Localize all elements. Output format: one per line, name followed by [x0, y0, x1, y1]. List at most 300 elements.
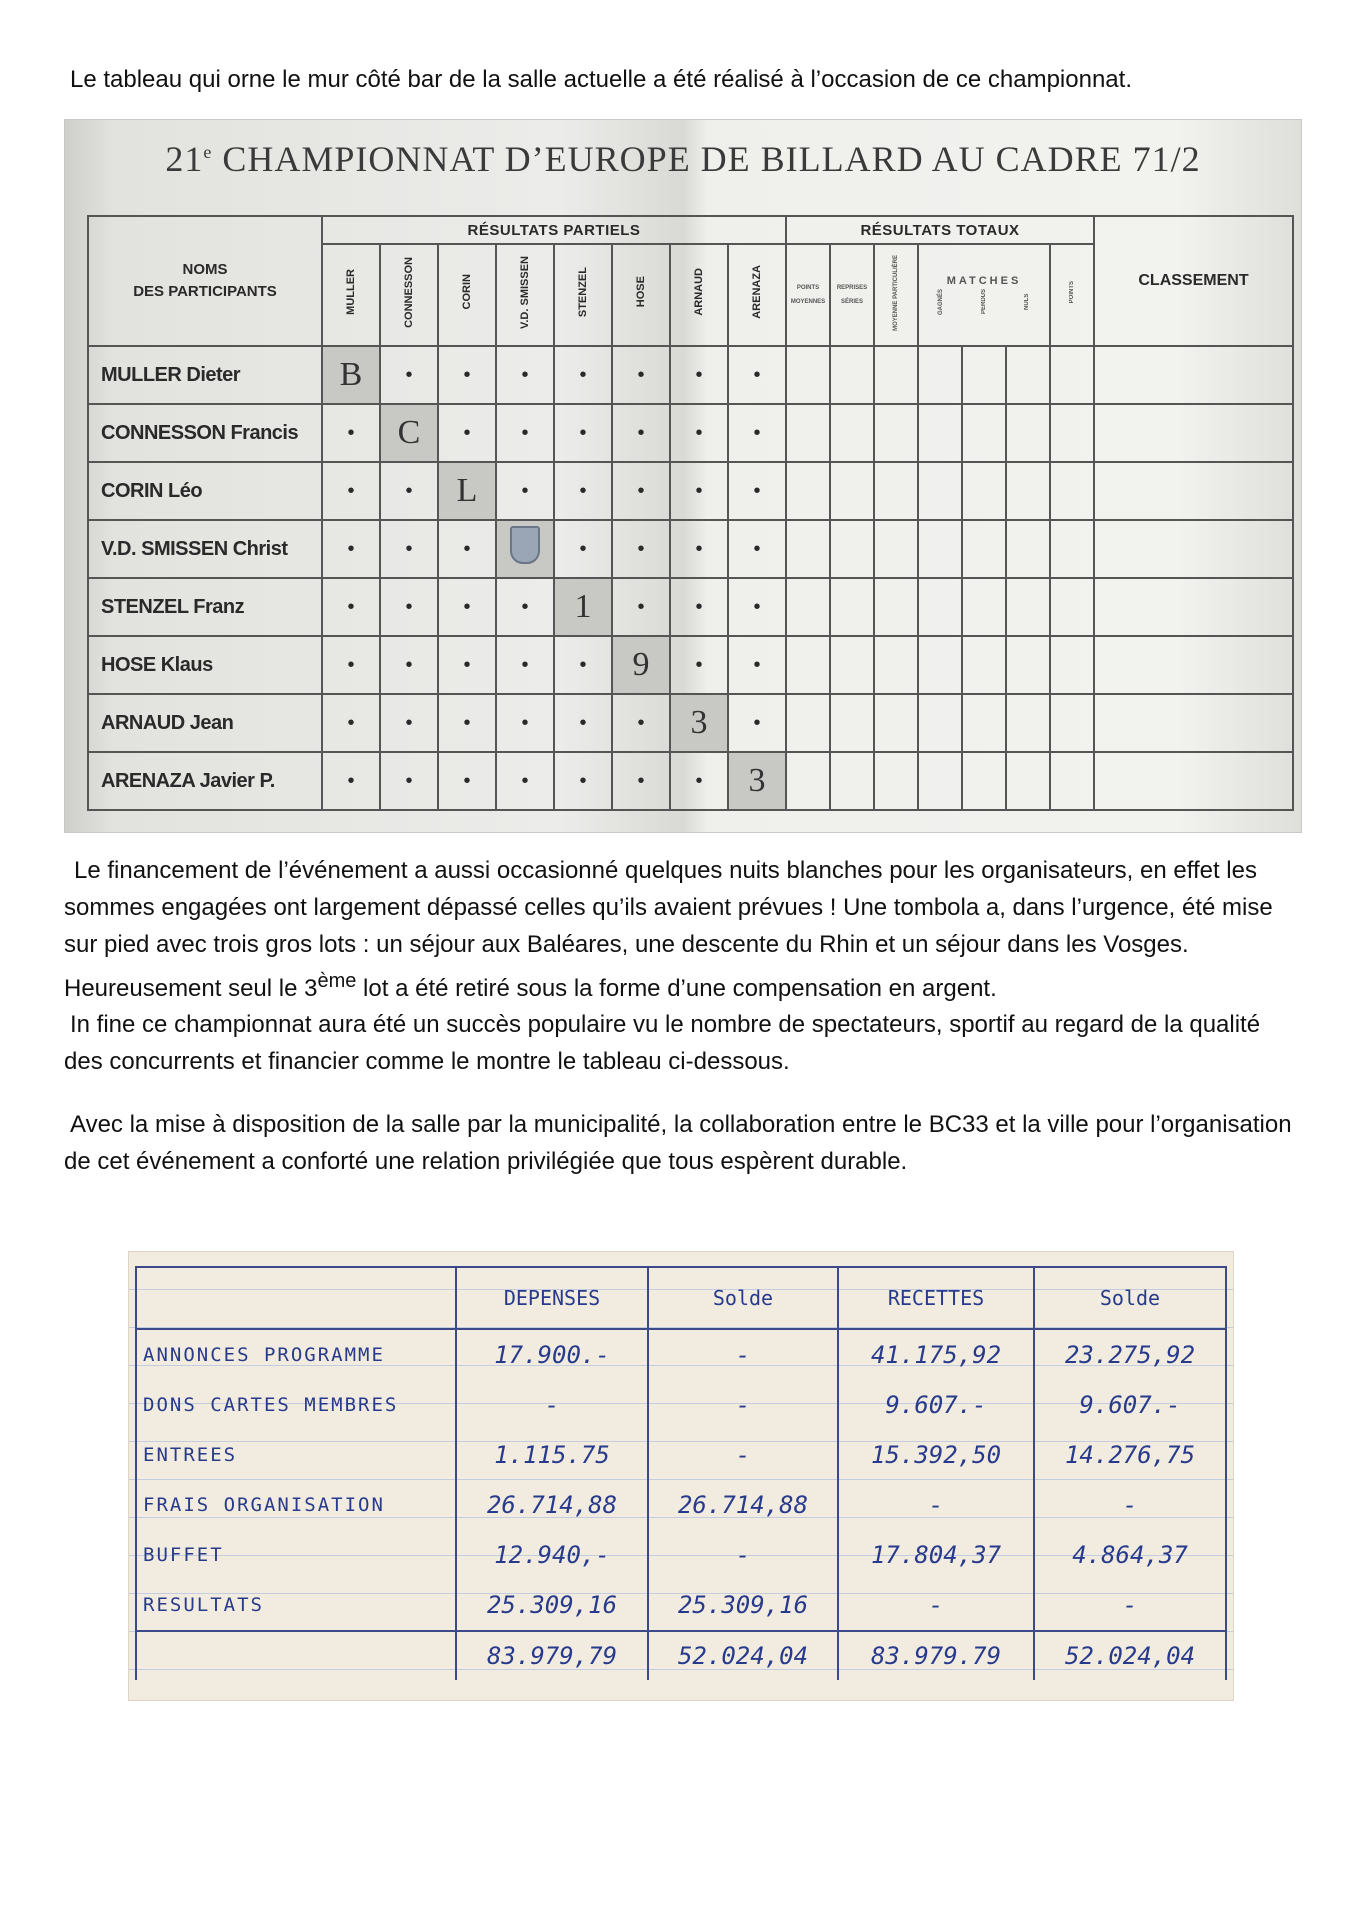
paragraph-financing — [64, 852, 1304, 1007]
ledger-total-row — [136, 1631, 1226, 1680]
total-cell — [830, 752, 874, 810]
participant-name: STENZEL Franz — [88, 578, 322, 636]
result-cell — [380, 346, 438, 404]
ledger-photo — [128, 1251, 1234, 1701]
participant-row — [88, 520, 1293, 578]
column-header-3 — [496, 244, 554, 346]
total-cell — [1006, 462, 1050, 520]
ledger-amount: 26.714,88 — [456, 1480, 648, 1530]
result-cell — [438, 520, 496, 578]
participant-row — [88, 404, 1293, 462]
total-cell — [830, 520, 874, 578]
result-cell — [612, 694, 670, 752]
ledger-amount: 9.607.- — [838, 1380, 1034, 1430]
diagonal-letter: 3 — [748, 762, 766, 799]
dot-marker: • — [695, 363, 703, 386]
participant-name: ARNAUD Jean — [88, 694, 322, 752]
total-cell — [1006, 346, 1050, 404]
ranking-cell — [1094, 752, 1293, 810]
ledger-amount: 23.275,92 — [1034, 1329, 1226, 1380]
dot-marker: • — [347, 479, 355, 502]
total-cell — [918, 578, 962, 636]
dot-marker: • — [347, 537, 355, 560]
result-cell — [670, 346, 728, 404]
result-cell — [670, 636, 728, 694]
dot-marker: • — [695, 421, 703, 444]
ledger-amount: 25.309,16 — [456, 1580, 648, 1631]
dot-marker: • — [637, 363, 645, 386]
ledger-total: 83.979.79 — [838, 1631, 1034, 1680]
total-cell — [918, 346, 962, 404]
ledger-label: ENTREES — [136, 1430, 456, 1480]
header-points-moyennes — [786, 244, 830, 346]
ledger-total — [136, 1631, 456, 1680]
ranking-cell — [1094, 346, 1293, 404]
ledger-amount: 41.175,92 — [838, 1329, 1034, 1380]
total-cell — [1006, 578, 1050, 636]
diagonal-letter: 9 — [632, 646, 650, 683]
dot-marker: • — [637, 711, 645, 734]
participant-name: CONNESSON Francis — [88, 404, 322, 462]
dot-marker: • — [463, 653, 471, 676]
result-cell — [670, 752, 728, 810]
paragraph-municipality: Avec la mise à disposition de la salle par la municipalité, la collaboration entre le BC33 et la ville pour l’organisation de cet événement a conforté une relation privilégiée que tous espèrent durable. — [64, 1111, 1292, 1175]
ledger-amount: - — [1034, 1480, 1226, 1530]
sub-matches: MATCHES — [946, 274, 1022, 287]
result-cell — [728, 694, 786, 752]
dot-marker: • — [521, 711, 529, 734]
total-cell — [1050, 520, 1094, 578]
participant-name: MULLER Dieter — [88, 346, 322, 404]
total-cell — [786, 752, 830, 810]
header-moyenne-particuliere — [874, 244, 918, 346]
participant-name: V.D. SMISSEN Christ — [88, 520, 322, 578]
result-cell — [322, 752, 380, 810]
column-header-5 — [612, 244, 670, 346]
total-cell — [962, 404, 1006, 462]
result-cell — [554, 404, 612, 462]
result-cell — [322, 520, 380, 578]
sub-perdus: PERDUS — [980, 289, 987, 315]
result-cell — [322, 636, 380, 694]
result-cell — [554, 520, 612, 578]
sub-reprises: REPRISES — [836, 285, 868, 291]
ledger-amount: - — [456, 1380, 648, 1430]
ledger-amount: 17.900.- — [456, 1329, 648, 1380]
result-cell — [554, 636, 612, 694]
participant-row — [88, 752, 1293, 810]
ledger-total: 52.024,04 — [648, 1631, 838, 1680]
result-cell — [670, 462, 728, 520]
total-cell — [786, 462, 830, 520]
total-cell — [1050, 346, 1094, 404]
total-cell — [962, 346, 1006, 404]
result-cell — [438, 694, 496, 752]
result-cell — [322, 404, 380, 462]
total-cell — [1050, 578, 1094, 636]
total-cell — [874, 636, 918, 694]
total-cell — [1050, 404, 1094, 462]
column-label: ARENAZA — [751, 265, 763, 319]
dot-marker: • — [579, 769, 587, 792]
ledger-label: ANNONCES PROGRAMME — [136, 1329, 456, 1380]
result-cell — [438, 636, 496, 694]
dot-marker: • — [347, 421, 355, 444]
total-cell — [874, 694, 918, 752]
column-label: V.D. SMISSEN — [519, 255, 531, 329]
total-cell — [874, 462, 918, 520]
diagonal-letter: B — [339, 356, 363, 393]
participant-name: HOSE Klaus — [88, 636, 322, 694]
ledger-amount: 14.276,75 — [1034, 1430, 1226, 1480]
total-cell — [962, 520, 1006, 578]
ledger-amount: 15.392,50 — [838, 1430, 1034, 1480]
ledger-row — [136, 1380, 1226, 1430]
result-cell — [554, 346, 612, 404]
result-cell — [670, 404, 728, 462]
column-label: STENZEL — [577, 266, 589, 318]
dot-marker: • — [347, 653, 355, 676]
result-cell — [728, 346, 786, 404]
total-cell — [1050, 752, 1094, 810]
diagonal-letter: L — [456, 472, 478, 509]
participant-row — [88, 636, 1293, 694]
dot-marker: • — [463, 769, 471, 792]
result-cell — [438, 752, 496, 810]
result-cell — [496, 752, 554, 810]
dot-marker: • — [753, 711, 761, 734]
result-cell — [554, 752, 612, 810]
ledger-header: Solde — [648, 1267, 838, 1329]
dot-marker: • — [579, 711, 587, 734]
result-cell — [612, 520, 670, 578]
ledger-amount: 12.940,- — [456, 1530, 648, 1580]
column-label: MULLER — [345, 269, 357, 315]
result-cell — [554, 694, 612, 752]
ledger-row — [136, 1430, 1226, 1480]
total-cell — [918, 404, 962, 462]
ledger-header: Solde — [1034, 1267, 1226, 1329]
diagonal-cell — [554, 578, 612, 636]
result-cell — [612, 752, 670, 810]
total-cell — [786, 404, 830, 462]
total-cell — [830, 462, 874, 520]
result-cell — [670, 520, 728, 578]
column-header-4 — [554, 244, 612, 346]
result-cell — [728, 578, 786, 636]
dot-marker: • — [405, 769, 413, 792]
dot-marker: • — [637, 479, 645, 502]
result-cell — [322, 578, 380, 636]
dot-marker: • — [753, 653, 761, 676]
diagonal-cell — [438, 462, 496, 520]
dot-marker: • — [753, 537, 761, 560]
result-cell — [380, 752, 438, 810]
ledger-amount: - — [648, 1329, 838, 1380]
ledger-amount: 4.864,37 — [1034, 1530, 1226, 1580]
ledger-header — [136, 1267, 456, 1329]
result-cell — [380, 636, 438, 694]
dot-marker: • — [463, 363, 471, 386]
dot-marker: • — [463, 711, 471, 734]
total-cell — [1050, 636, 1094, 694]
diagonal-cell — [496, 520, 554, 578]
total-cell — [918, 636, 962, 694]
ledger-label: BUFFET — [136, 1530, 456, 1580]
total-cell — [830, 694, 874, 752]
ledger-label: FRAIS ORGANISATION — [136, 1480, 456, 1530]
ledger-total: 83.979,79 — [456, 1631, 648, 1680]
result-cell — [322, 462, 380, 520]
ledger-row — [136, 1530, 1226, 1580]
dot-marker: • — [637, 537, 645, 560]
ledger-row — [136, 1580, 1226, 1631]
total-cell — [786, 346, 830, 404]
sub-points2: POINTS — [1069, 281, 1075, 304]
total-cell — [830, 346, 874, 404]
dot-marker: • — [347, 769, 355, 792]
results-grid — [87, 215, 1294, 811]
result-cell — [438, 578, 496, 636]
para1-a: Le financement de l’événement a aussi occasionné quelques nuits blanches pour les organisateurs, en effet les sommes engagées ont largement dépassé celles qu’ils avaient prévues ! Une tombola a, dans l’urgence, été mise sur pied avec trois gros lots : un séjour aux Baléares, une descente du Rhin et un séjour dans les Vosges. Heureusement seul le 3 — [64, 857, 1273, 1002]
matches-subheaders — [919, 289, 1049, 315]
total-cell — [1050, 694, 1094, 752]
result-cell — [380, 462, 438, 520]
header-reprises-series — [830, 244, 874, 346]
total-cell — [962, 752, 1006, 810]
ledger-row — [136, 1329, 1226, 1380]
total-cell — [1006, 636, 1050, 694]
column-label: HOSE — [635, 276, 647, 308]
column-header-1 — [380, 244, 438, 346]
participant-name: ARENAZA Javier P. — [88, 752, 322, 810]
participant-row — [88, 694, 1293, 752]
result-cell — [612, 404, 670, 462]
result-cell — [728, 636, 786, 694]
dot-marker: • — [695, 537, 703, 560]
result-cell — [496, 578, 554, 636]
dot-marker: • — [695, 595, 703, 618]
board-title — [65, 138, 1301, 180]
dot-marker: • — [753, 595, 761, 618]
shield-icon — [510, 526, 540, 564]
para1-sup: ème — [317, 970, 357, 992]
dot-marker: • — [579, 537, 587, 560]
column-label: ARNAUD — [693, 268, 705, 316]
ledger-header: DEPENSES — [456, 1267, 648, 1329]
ranking-cell — [1094, 636, 1293, 694]
total-cell — [830, 578, 874, 636]
diagonal-cell — [380, 404, 438, 462]
result-cell — [612, 578, 670, 636]
dot-marker: • — [579, 421, 587, 444]
dot-marker: • — [521, 363, 529, 386]
ledger-amount: 17.804,37 — [838, 1530, 1034, 1580]
total-cell — [962, 462, 1006, 520]
header-partial-results: RÉSULTATS PARTIELS — [322, 216, 786, 244]
title-sup: e — [203, 142, 213, 162]
dot-marker: • — [579, 363, 587, 386]
sub-series: SÉRIES — [840, 299, 863, 305]
result-cell — [380, 578, 438, 636]
ledger-table — [135, 1266, 1227, 1680]
total-cell — [962, 694, 1006, 752]
result-cell — [438, 404, 496, 462]
total-cell — [786, 636, 830, 694]
ranking-cell — [1094, 578, 1293, 636]
championship-board-photo — [64, 119, 1302, 833]
ledger-amount: 9.607.- — [1034, 1380, 1226, 1430]
total-cell — [918, 752, 962, 810]
result-cell — [380, 694, 438, 752]
diagonal-cell — [612, 636, 670, 694]
dot-marker: • — [753, 479, 761, 502]
result-cell — [438, 346, 496, 404]
header-matches — [918, 244, 1050, 346]
header-points-total — [1050, 244, 1094, 346]
result-cell — [728, 404, 786, 462]
total-cell — [918, 694, 962, 752]
ledger-label: RESULTATS — [136, 1580, 456, 1631]
ledger-row — [136, 1480, 1226, 1530]
ledger-header: RECETTES — [838, 1267, 1034, 1329]
dot-marker: • — [405, 711, 413, 734]
dot-marker: • — [637, 421, 645, 444]
total-cell — [962, 578, 1006, 636]
result-cell — [496, 404, 554, 462]
dot-marker: • — [405, 595, 413, 618]
result-cell — [496, 694, 554, 752]
total-cell — [786, 520, 830, 578]
ledger-body — [136, 1267, 1226, 1680]
diagonal-letter: C — [397, 414, 421, 451]
result-cell — [612, 462, 670, 520]
dot-marker: • — [637, 769, 645, 792]
ledger-amount: - — [1034, 1580, 1226, 1631]
header-ranking: CLASSEMENT — [1094, 216, 1293, 346]
result-cell — [670, 578, 728, 636]
column-header-7 — [728, 244, 786, 346]
para1-b: lot a été retiré sous la forme d’une compensation en argent. — [356, 975, 997, 1002]
ledger-header-row — [136, 1267, 1226, 1329]
ledger-label: DONS CARTES MEMBRES — [136, 1380, 456, 1430]
diagonal-cell — [728, 752, 786, 810]
dot-marker: • — [347, 595, 355, 618]
ledger-amount: 26.714,88 — [648, 1480, 838, 1530]
header-noms: NOMS — [182, 261, 228, 278]
dot-marker: • — [579, 479, 587, 502]
total-cell — [874, 752, 918, 810]
diagonal-letter: 3 — [690, 704, 708, 741]
dot-marker: • — [463, 595, 471, 618]
total-cell — [962, 636, 1006, 694]
dot-marker: • — [521, 595, 529, 618]
dot-marker: • — [521, 769, 529, 792]
ledger-amount: - — [648, 1530, 838, 1580]
dot-marker: • — [695, 479, 703, 502]
ranking-cell — [1094, 694, 1293, 752]
column-label: CONNESSON — [403, 256, 415, 328]
dot-marker: • — [463, 421, 471, 444]
ledger-amount: - — [838, 1580, 1034, 1631]
header-names — [88, 216, 322, 346]
dot-marker: • — [463, 537, 471, 560]
header-participants: DES PARTICIPANTS — [133, 283, 277, 300]
total-cell — [830, 636, 874, 694]
sub-nuls: NULS — [1024, 293, 1031, 311]
dot-marker: • — [405, 363, 413, 386]
title-text: CHAMPIONNAT D’EUROPE DE BILLARD AU CADRE 71/2 — [212, 139, 1201, 179]
total-cell — [1006, 694, 1050, 752]
diagonal-letter: 1 — [574, 588, 592, 625]
ledger-total: 52.024,04 — [1034, 1631, 1226, 1680]
title-number: 21 — [165, 139, 204, 179]
total-cell — [1006, 404, 1050, 462]
dot-marker: • — [405, 537, 413, 560]
sub-moyenne-part: MOYENNE PARTICULIÈRE — [893, 254, 899, 331]
total-cell — [874, 520, 918, 578]
result-cell — [380, 520, 438, 578]
total-cell — [1006, 520, 1050, 578]
dot-marker: • — [579, 653, 587, 676]
total-cell — [786, 694, 830, 752]
paragraph-success: In fine ce championnat aura été un succès populaire vu le nombre de spectateurs, sportif au regard de la qualité des concurrents et financier comme le montre le tableau ci-dessous. — [64, 1011, 1261, 1075]
sub-points: POINTS — [796, 285, 820, 291]
total-cell — [1050, 462, 1094, 520]
dot-marker: • — [753, 421, 761, 444]
sub-moyennes: MOYENNES — [790, 299, 826, 305]
result-cell — [496, 462, 554, 520]
total-cell — [874, 346, 918, 404]
ledger-amount: 1.115.75 — [456, 1430, 648, 1480]
total-cell — [1006, 752, 1050, 810]
dot-marker: • — [695, 653, 703, 676]
result-cell — [612, 346, 670, 404]
dot-marker: • — [637, 595, 645, 618]
column-header-6 — [670, 244, 728, 346]
ledger-amount: 25.309,16 — [648, 1580, 838, 1631]
dot-marker: • — [521, 479, 529, 502]
total-cell — [786, 578, 830, 636]
dot-marker: • — [753, 363, 761, 386]
participant-row — [88, 578, 1293, 636]
result-cell — [554, 462, 612, 520]
result-cell — [496, 636, 554, 694]
total-cell — [830, 404, 874, 462]
total-cell — [874, 404, 918, 462]
column-header-2 — [438, 244, 496, 346]
column-header-0 — [322, 244, 380, 346]
total-cell — [874, 578, 918, 636]
participant-name: CORIN Léo — [88, 462, 322, 520]
participant-row — [88, 346, 1293, 404]
result-cell — [496, 346, 554, 404]
result-cell — [322, 694, 380, 752]
ranking-cell — [1094, 462, 1293, 520]
column-label: CORIN — [461, 274, 473, 310]
ledger-amount: - — [648, 1380, 838, 1430]
dot-marker: • — [347, 711, 355, 734]
result-cell — [728, 520, 786, 578]
dot-marker: • — [405, 479, 413, 502]
ranking-cell — [1094, 404, 1293, 462]
board-body — [88, 346, 1293, 810]
ranking-cell — [1094, 520, 1293, 578]
dot-marker: • — [521, 653, 529, 676]
diagonal-cell — [670, 694, 728, 752]
ledger-amount: - — [838, 1480, 1034, 1530]
dot-marker: • — [405, 653, 413, 676]
